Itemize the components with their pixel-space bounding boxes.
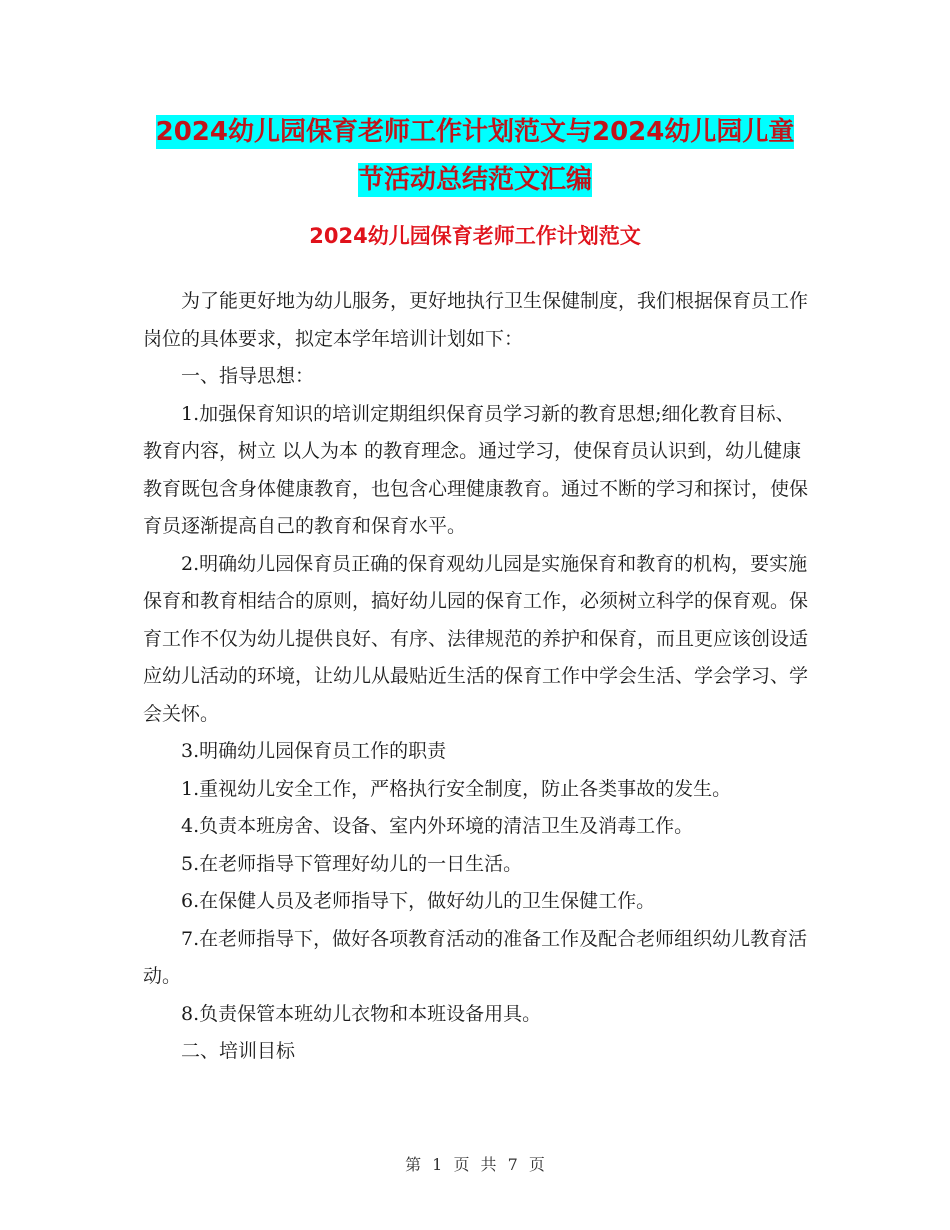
body-text — [143, 283, 813, 1071]
paragraph-intro: 为了能更好地为幼儿服务，更好地执行卫生保健制度，我们根据保育员工作岗位的具体要求，拟定本学年培训计划如下： — [143, 290, 809, 350]
paragraph-item: 8.负责保管本班幼儿衣物和本班设备用具。 — [181, 1002, 542, 1025]
paragraph-item: 1.加强保育知识的培训定期组织保育员学习新的教育思想;细化教育目标、教育内容，树立 以人为本 的教育理念。通过学习，使保育员认识到，幼儿健康教育既包含身体健康教育，也包含心理健康教育。通过不断的学习和探讨，使保育员逐渐提高自己的教育和保育水平。 — [143, 402, 809, 537]
paragraph-item: 3.明确幼儿园保育员工作的职责 — [181, 740, 447, 762]
document-title-line-2: 节活动总结范文汇编 — [357, 165, 592, 195]
paragraph-item: 1.重视幼儿安全工作，严格执行安全制度，防止各类事故的发生。 — [181, 777, 732, 800]
paragraph-item: 7.在老师指导下，做好各项教育活动的准备工作及配合老师组织幼儿教育活动。 — [143, 927, 808, 987]
paragraph-heading-guiding-thought: 一、指导思想： — [181, 365, 315, 387]
document-title-line-1: 2024幼儿园保育老师工作计划范文与2024幼儿园儿童 — [155, 117, 795, 147]
section-title: 2024幼儿园保育老师工作计划范文 — [309, 224, 641, 248]
paragraph-item: 5.在老师指导下管理好幼儿的一日生活。 — [181, 852, 523, 875]
paragraph-item: 4.负责本班房舍、设备、室内外环境的清洁卫生及消毒工作。 — [181, 815, 694, 837]
paragraph-item: 2.明确幼儿园保育员正确的保育观幼儿园是实施保育和教育的机构，要实施保育和教育相结合的原则，搞好幼儿园的保育工作，必须树立科学的保育观。保育工作不仅为幼儿提供良好、有序、法律规范的养护和保育，而且更应该创设适应幼儿活动的环境，让幼儿从最贴近生活的保育工作中学会生活、学会学习、学会关怀。 — [143, 552, 809, 725]
paragraph-heading-training-goals: 二、培训目标 — [181, 1040, 296, 1062]
document-title — [0, 108, 950, 204]
paragraph-item: 6.在保健人员及老师指导下，做好幼儿的卫生保健工作。 — [181, 890, 656, 912]
page-footer: 第 1 页 共 7 页 — [405, 1155, 545, 1174]
